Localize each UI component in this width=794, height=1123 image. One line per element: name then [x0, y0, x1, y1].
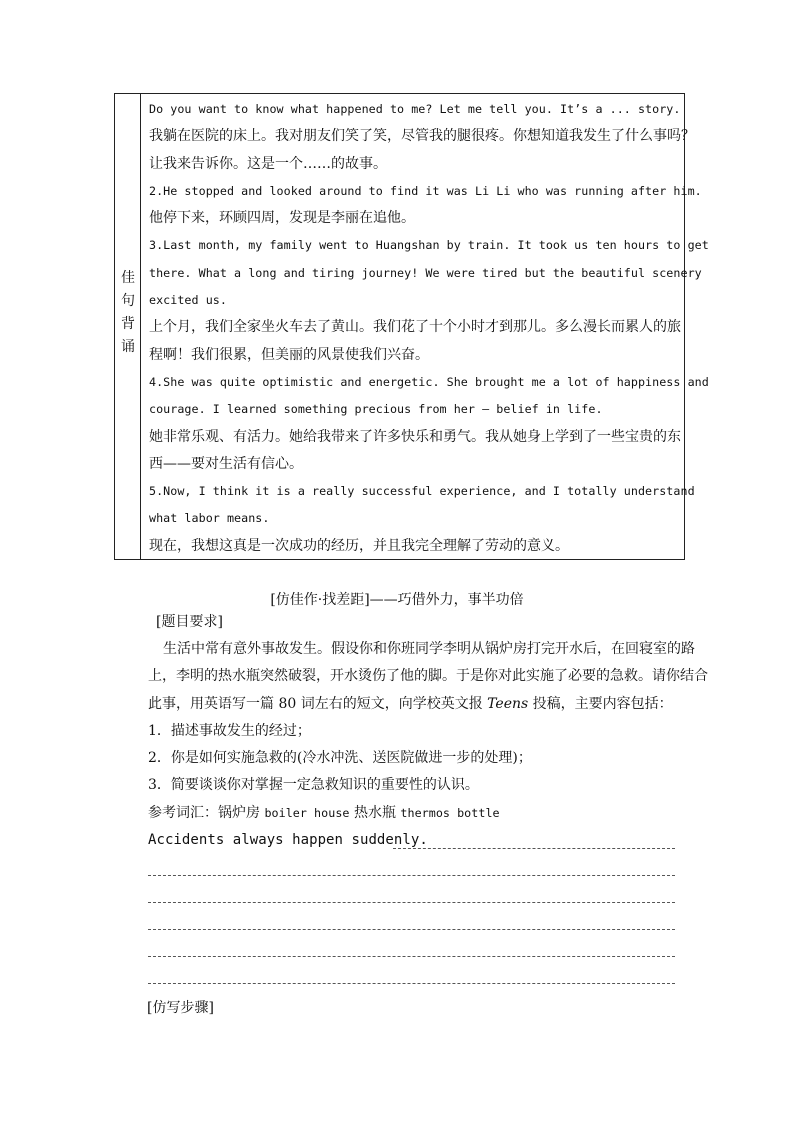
chinese-translation-line: 我躺在医院的床上。我对朋友们笑了笑，尽管我的腿很疼。你想知道我发生了什么事吗？ [149, 128, 695, 145]
newspaper-name: Teens [487, 695, 529, 712]
chinese-translation-line: 现在，我想这真是一次成功的经历，并且我完全理解了劳动的意义。 [149, 537, 569, 554]
writing-line[interactable] [148, 966, 675, 984]
chinese-translation-line: 上个月，我们全家坐火车去了黄山。我们花了十个小时才到那儿。多么漫长而累人的旅 [149, 319, 681, 336]
example-sentences-table [114, 93, 709, 560]
vocab-word-cn: 热水瓶 [349, 804, 401, 821]
side-char: 背 [121, 316, 135, 332]
side-header-cell [115, 94, 141, 559]
chinese-translation-line: 让我来告诉你。这是一个……的故事。 [149, 155, 387, 172]
prompt-paragraph [148, 636, 708, 854]
english-sentence-line: Do you want to know what happened to me? Let me tell you. It’s a ... story. [149, 102, 681, 116]
prompt-text: 投稿，主要内容包括： [528, 695, 673, 712]
vocab-word: thermos bottle [400, 805, 500, 820]
point-item: 3．简要谈谈你对掌握一定急救知识的重要性的认识。 [148, 777, 479, 794]
writing-line[interactable] [148, 831, 675, 849]
vocab-line [148, 800, 678, 827]
vocab-word: boiler house [264, 805, 350, 820]
vocab-prefix: 参考词汇：锅炉房 [148, 804, 265, 821]
point-item: 1．描述事故发生的经过； [148, 722, 311, 739]
chinese-translation-line: 她非常乐观、有活力。她给我带来了许多快乐和勇气。我从她身上学到了一些宝贵的东 [149, 428, 681, 445]
chinese-translation-line: 西——要对生活有信心。 [149, 455, 303, 472]
writing-line[interactable] [148, 912, 675, 930]
prompt-line: 生活中常有意外事故发生。假设你和你班同学李明从锅炉房打完开水后，在回寝室的路 [163, 641, 695, 657]
writing-line[interactable] [148, 939, 675, 957]
writing-line[interactable] [148, 885, 675, 903]
side-char: 句 [121, 293, 135, 309]
steps-label: [仿写步骤] [147, 1000, 214, 1016]
prompt-line [148, 691, 678, 718]
chinese-translation-line: 他停下来，环顾四周，发现是李丽在追他。 [149, 210, 415, 227]
side-char: 佳 [121, 270, 135, 286]
english-sentence-line: 3.Last month, my family went to Huangshan by train. It took us ten hours to get [149, 238, 709, 253]
prompt-text: 此事，用英语写一篇 80 词左右的短文，向学校英文报 [148, 695, 488, 712]
point-item: 2．你是如何实施急救的(冷水冲洗、送医院做进一步的处理)； [148, 750, 532, 767]
section-title: [仿佳作·找差距]——巧借外力，事半功倍 [270, 592, 524, 608]
writing-line[interactable] [148, 858, 675, 876]
english-sentence-line: 4.She was quite optimistic and energetic. She brought me a lot of happiness and [149, 374, 709, 389]
english-sentence-line: courage. I learned something precious from her — belief in life. [149, 402, 603, 417]
starter-sentence: Accidents always happen suddenly. [148, 832, 428, 849]
english-sentence-line: there. What a long and tiring journey! We were tired but the beautiful scenery [149, 265, 702, 280]
english-sentence-line: 2.He stopped and looked around to find it was Li Li who was running after him. [149, 183, 702, 198]
english-sentence-line: excited us. [149, 293, 227, 308]
english-sentence-line: what labor means. [149, 511, 270, 526]
english-sentence-line: 5.Now, I think it is a really successful experience, and I totally understand [149, 484, 695, 499]
requirement-label: [题目要求] [156, 614, 223, 630]
prompt-line: 上，李明的热水瓶突然破裂，开水烫伤了他的脚。于是你对此实施了必要的急救。请你结合 [148, 668, 708, 685]
sentences-content [149, 96, 709, 560]
chinese-translation-line: 程啊！我们很累，但美丽的风景使我们兴奋。 [149, 346, 429, 363]
side-char: 诵 [121, 339, 135, 355]
side-header-label [115, 267, 141, 359]
